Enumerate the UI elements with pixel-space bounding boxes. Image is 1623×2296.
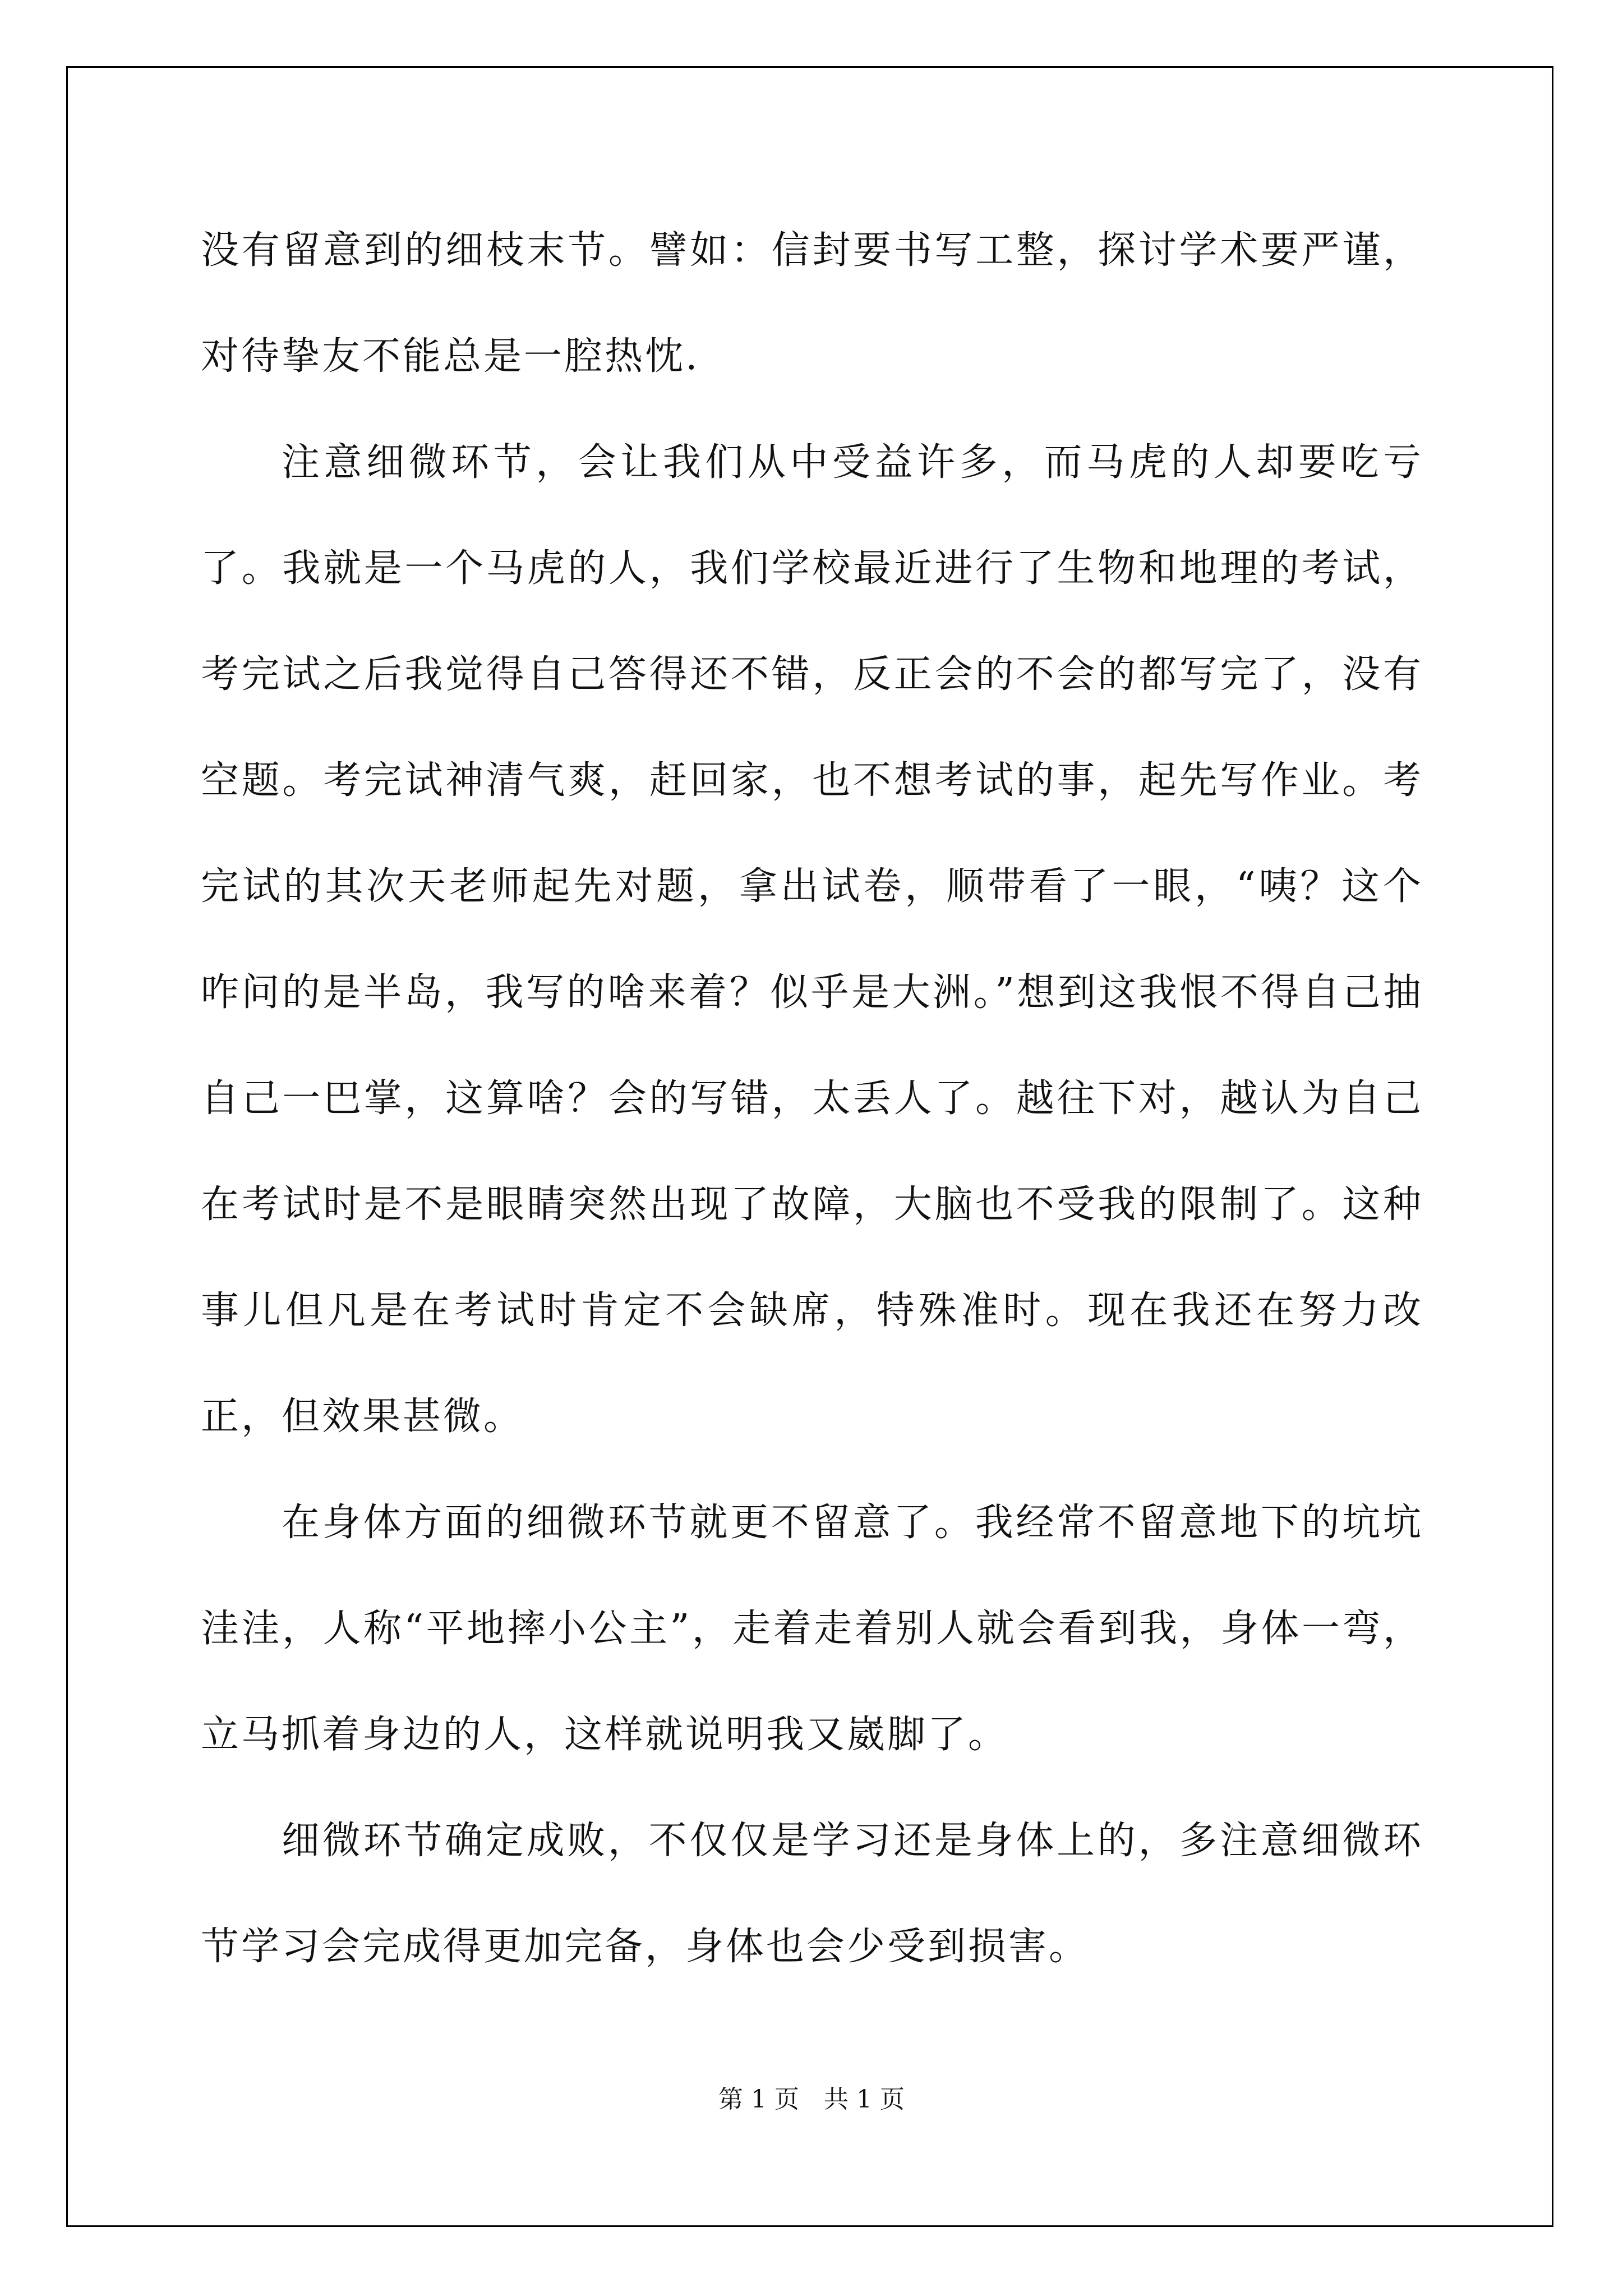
document-body (201, 197, 1423, 2000)
paragraph-4: 细微环节确定成败，不仅仅是学习还是身体上的，多注意细微环节学习会完成得更加完备，身体也会少受到损害。 (201, 1819, 1423, 1969)
paragraph-2: 注意细微环节，会让我们从中受益许多，而马虎的人却要吃亏了。我就是一个马虎的人，我们学校最近进行了生物和地理的考试，考完试之后我觉得自己答得还不错，反正会的不会的都写完了，没有空题。考完试神清气爽，赶回家，也不想考试的事，起先写作业。考完试的其次天老师起先对题，拿出试卷，顺带看了一眼，“咦？这个咋问的是半岛，我写的啥来着？似乎是大洲。”想到这我恨不得自己抽自己一巴掌，这算啥？会的写错，太丢人了。越往下对，越认为自己在考试时是不是眼睛突然出现了故障，大脑也不受我的限制了。这种事儿但凡是在考试时肯定不会缺席，特殊准时。现在我还在努力改正，但效果甚微。 (201, 440, 1423, 1439)
page-footer: 第 1 页 共 1 页 (718, 2085, 905, 2114)
paragraph-1: 没有留意到的细枝末节。譬如：信封要书写工整，探讨学术要严谨，对待挚友不能总是一腔热忱. (201, 228, 1423, 379)
paragraph-3: 在身体方面的细微环节就更不留意了。我经常不留意地下的坑坑洼洼，人称“平地摔小公主”，走着走着别人就会看到我，身体一弯，立马抓着身边的人，这样就说明我又崴脚了。 (201, 1501, 1423, 1757)
